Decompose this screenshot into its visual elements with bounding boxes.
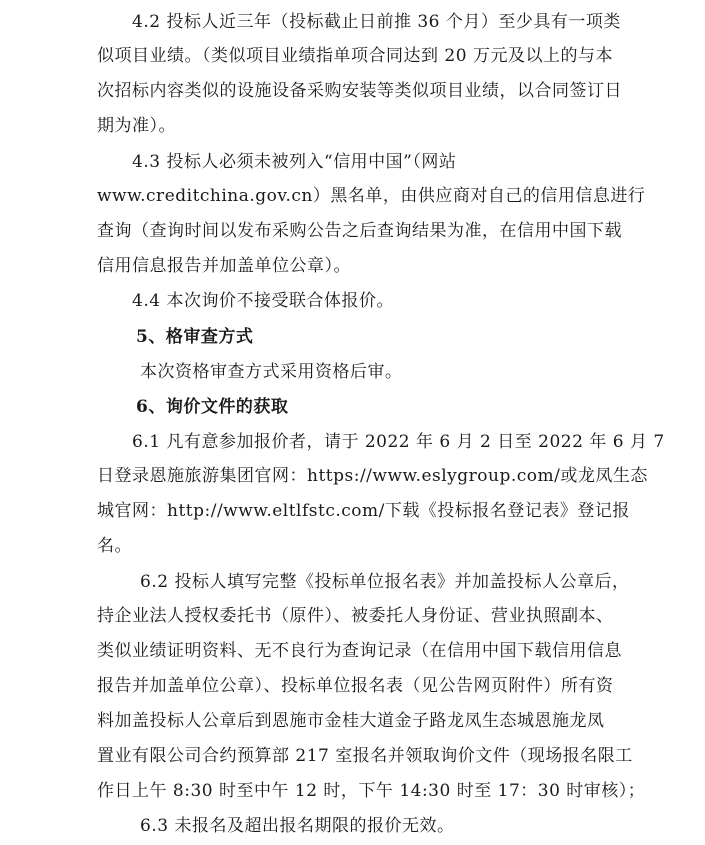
text-line: 6.2 投标人填写完整《投标单位报名表》并加盖投标人公章后， [140, 572, 630, 592]
text-line: 4.3 投标人必须未被列入“信用中国”（网站 [132, 152, 457, 172]
text-line: 本次资格审查方式采用资格后审。 [140, 362, 403, 382]
text-line: 4.4 本次询价不接受联合体报价。 [132, 291, 394, 311]
text-line: 4.2 投标人近三年（投标截止日前推 36 个月）至少具有一项类 [132, 12, 621, 32]
text-line: 信用信息报告并加盖单位公章）。 [97, 256, 351, 276]
text-line: 作日上午 8:30 时至中午 12 时，下午 14:30 时至 17：30 时审核）； [97, 781, 646, 801]
text-line: 次招标内容类似的设施设备采购安装等类似项目业绩，以合同签订日 [97, 81, 622, 101]
text-line: 类似业绩证明资料、无不良行为查询记录（在信用中国下载信用信息 [97, 641, 622, 661]
text-line: 日登录恩施旅游集团官网：https://www.eslygroup.com/或龙凤生态 [97, 466, 648, 486]
text-line: 置业有限公司合约预算部 217 室报名并领取询价文件（现场报名限工 [97, 746, 633, 766]
section-heading: 5、格审查方式 [136, 327, 254, 347]
text-line: 期为准）。 [97, 116, 176, 136]
text-line: 查询（查询时间以发布采购公告之后查询结果为准，在信用中国下载 [97, 221, 622, 241]
text-line: 6.3 未报名及超出报名期限的报价无效。 [140, 816, 455, 836]
section-heading: 6、询价文件的获取 [136, 397, 289, 417]
text-line: 6.1 凡有意参加报价者，请于 2022 年 6 月 2 日至 2022 年 6 月 7 [132, 432, 665, 452]
text-line: 名。 [97, 536, 132, 556]
text-line: 持企业法人授权委托书（原件）、被委托人身份证、营业执照副本、 [97, 606, 614, 626]
text-line: 报告并加盖单位公章）、投标单位报名表（见公告网页附件）所有资 [97, 676, 614, 696]
text-line: 料加盖投标人公章后到恩施市金桂大道金子路龙凤生态城恩施龙凤 [97, 711, 605, 731]
text-line: 似项目业绩。（类似项目业绩指单项合同达到 20 万元及以上的与本 [97, 46, 613, 66]
text-line: www.creditchina.gov.cn）黑名单，由供应商对自己的信用信息进行 [97, 186, 646, 206]
text-line: 城官网：http://www.eltlfstc.com/下载《投标报名登记表》登记报 [97, 501, 630, 521]
